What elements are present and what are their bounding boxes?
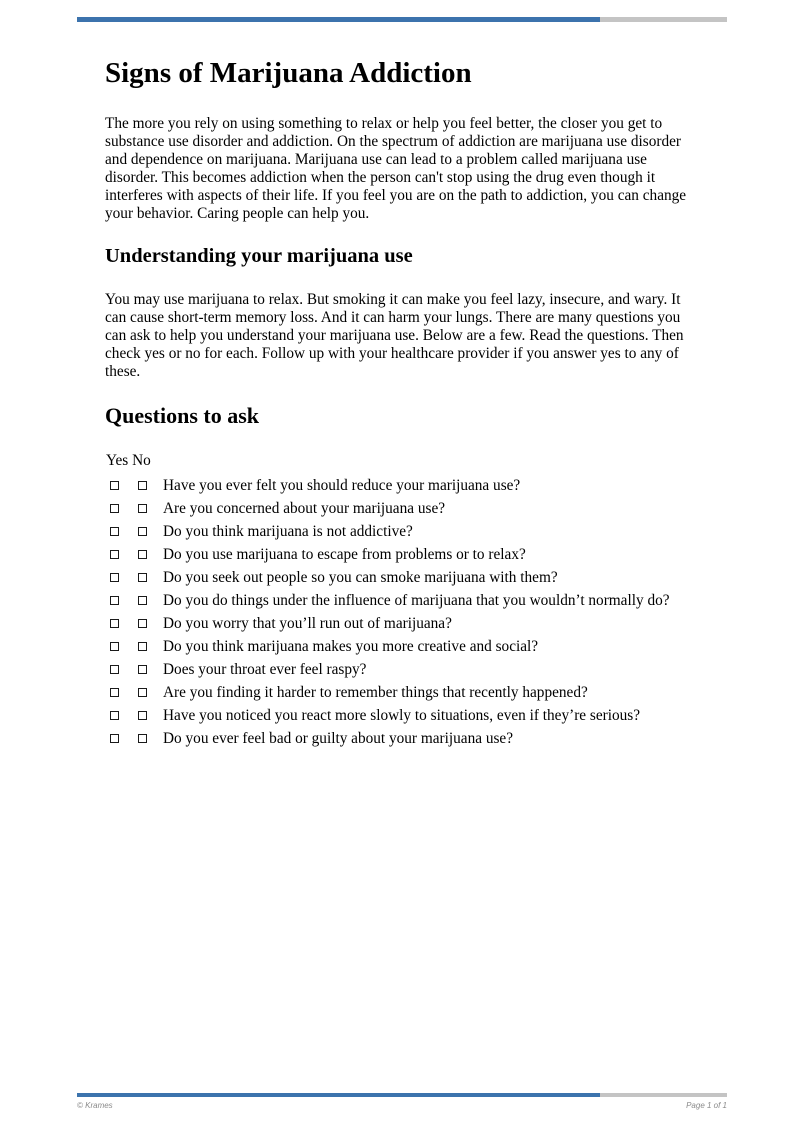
understanding-paragraph: You may use marijuana to relax. But smoking it can make you feel lazy, insecure, and wary. It can cause short-term memory loss. And it can harm your lungs. There are many questions you can ask to help you understand your marijuana use. Below are a few. Read the questions. Then check yes or no for each. Follow up with your healthcare provider if you answer yes to any of these.	[105, 291, 684, 381]
checkbox-yes[interactable]	[110, 504, 119, 513]
checkbox-yes[interactable]	[110, 642, 119, 651]
checklist-row	[105, 543, 705, 566]
checklist-row	[105, 612, 705, 635]
checkbox-yes[interactable]	[110, 481, 119, 490]
header-rule-blue-segment	[77, 17, 600, 22]
checklist-column-header: Yes No	[106, 452, 151, 469]
header-rule	[77, 17, 727, 22]
checkbox-no[interactable]	[138, 619, 147, 628]
intro-paragraph: The more you rely on using something to relax or help you feel better, the closer you get to substance use disorder and addiction. On the spectrum of addiction are marijuana use disorder and dependence on marijuana. Marijuana use can lead to a problem called marijuana use disorder. This becomes addiction when the person can't stop using the drug even though it interferes with aspects of their life. If you feel you are on the path to addiction, you can change your behavior. Caring people can help you.	[105, 115, 687, 223]
checkbox-no[interactable]	[138, 596, 147, 605]
question-label: Do you do things under the influence of marijuana that you wouldn’t normally do?	[163, 591, 670, 609]
checkbox-no[interactable]	[138, 573, 147, 582]
checklist-row	[105, 474, 705, 497]
checklist-row	[105, 589, 705, 612]
checkbox-no[interactable]	[138, 711, 147, 720]
question-label: Do you use marijuana to escape from problems or to relax?	[163, 545, 526, 563]
checklist-row	[105, 658, 705, 681]
checklist-row	[105, 704, 705, 727]
section-heading-understanding: Understanding your marijuana use	[105, 245, 413, 267]
checkbox-yes[interactable]	[110, 550, 119, 559]
checkbox-yes[interactable]	[110, 711, 119, 720]
checkbox-yes[interactable]	[110, 688, 119, 697]
footer-rule-blue-segment	[77, 1093, 600, 1097]
checkbox-no[interactable]	[138, 688, 147, 697]
page-title: Signs of Marijuana Addiction	[105, 57, 472, 89]
question-label: Do you think marijuana makes you more creative and social?	[163, 637, 539, 655]
question-label: Have you noticed you react more slowly to situations, even if they’re serious?	[163, 706, 641, 724]
checkbox-yes[interactable]	[110, 596, 119, 605]
checkbox-no[interactable]	[138, 550, 147, 559]
question-label: Do you think marijuana is not addictive?	[163, 522, 413, 540]
checkbox-no[interactable]	[138, 665, 147, 674]
question-label: Do you worry that you’ll run out of marijuana?	[163, 614, 452, 632]
footer-copyright: © Krames	[77, 1101, 113, 1110]
checkbox-no[interactable]	[138, 734, 147, 743]
footer-rule	[77, 1093, 727, 1097]
checklist-row	[105, 727, 705, 750]
footer-rule-gray-segment	[600, 1093, 727, 1097]
question-label: Are you finding it harder to remember things that recently happened?	[163, 683, 588, 701]
page-footer	[77, 1101, 727, 1110]
checkbox-yes[interactable]	[110, 665, 119, 674]
question-label: Does your throat ever feel raspy?	[163, 660, 367, 678]
checklist-row	[105, 681, 705, 704]
question-label: Have you ever felt you should reduce your marijuana use?	[163, 476, 521, 494]
question-label: Are you concerned about your marijuana use?	[163, 499, 446, 517]
checkbox-yes[interactable]	[110, 527, 119, 536]
checklist-row	[105, 497, 705, 520]
checkbox-no[interactable]	[138, 527, 147, 536]
checkbox-no[interactable]	[138, 504, 147, 513]
checkbox-no[interactable]	[138, 642, 147, 651]
footer-page-number: Page 1 of 1	[686, 1101, 727, 1110]
checklist-row	[105, 566, 705, 589]
checkbox-no[interactable]	[138, 481, 147, 490]
checklist-row	[105, 635, 705, 658]
header-rule-gray-segment	[600, 17, 727, 22]
checkbox-yes[interactable]	[110, 573, 119, 582]
question-label: Do you seek out people so you can smoke marijuana with them?	[163, 568, 558, 586]
checkbox-yes[interactable]	[110, 734, 119, 743]
question-label: Do you ever feel bad or guilty about your marijuana use?	[163, 729, 514, 747]
checklist-row	[105, 520, 705, 543]
section-heading-questions: Questions to ask	[105, 403, 260, 428]
checkbox-yes[interactable]	[110, 619, 119, 628]
questions-checklist	[105, 452, 705, 750]
